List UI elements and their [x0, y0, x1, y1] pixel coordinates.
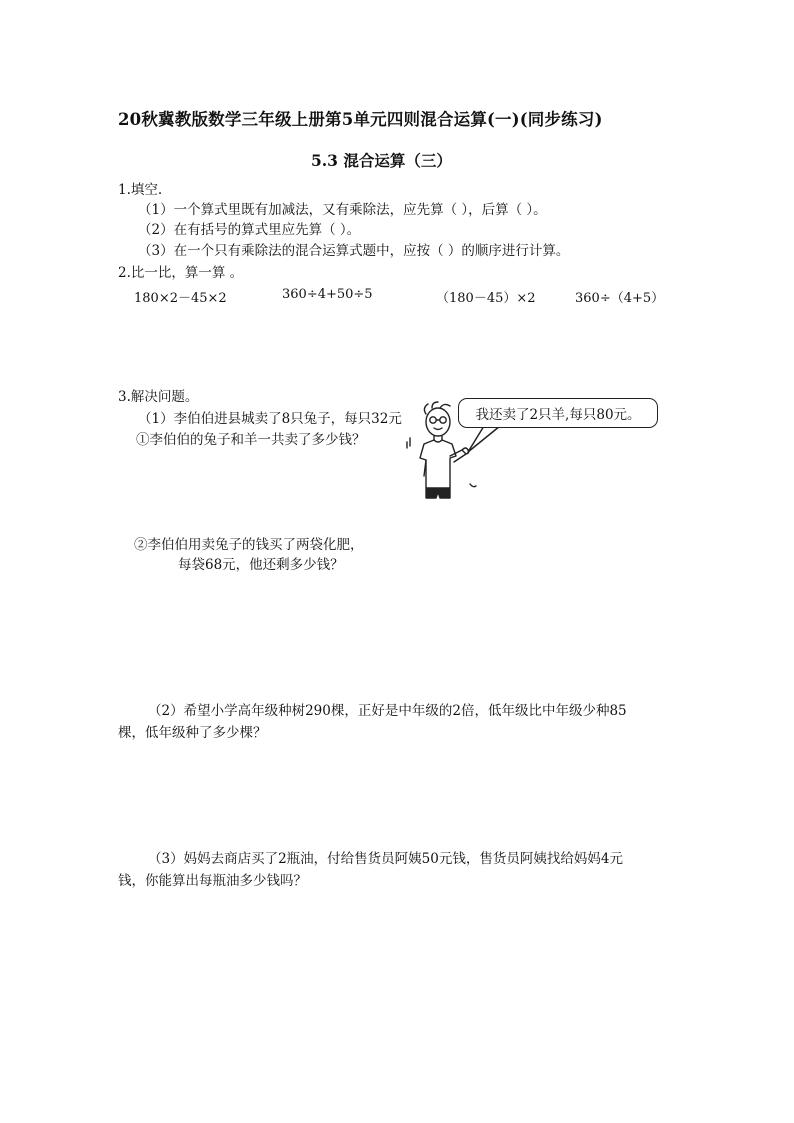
q1-item-3: （3）在一个只有乘除法的混合运算式题中，应按（ ）的顺序进行计算。: [138, 243, 570, 259]
q3-problem-1-question-2-line-1: ②李伯伯用卖兔子的钱买了两袋化肥，: [134, 537, 364, 553]
section-subtitle: 5.3 混合运算（三）: [311, 151, 452, 170]
q3-problem-2-line-1: （2）希望小学高年级种树290棵，正好是中年级的2倍，低年级比中年级少种85: [148, 703, 627, 719]
page-title: 20秋冀教版数学三年级上册第5单元四则混合运算(一)(同步练习): [118, 110, 603, 129]
q2-formula-2: 360÷4+50÷5: [282, 287, 373, 302]
q2-heading: 2.比一比，算一算 。: [118, 265, 244, 281]
q3-heading: 3.解决问题。: [118, 389, 199, 405]
q2-formula-1: 180×2－45×2: [134, 291, 227, 306]
q3-problem-2-line-2: 棵，低年级种了多少棵？: [118, 725, 267, 741]
man-illustration-icon: [404, 400, 482, 502]
q3-problem-3-line-1: （3）妈妈去商店买了2瓶油，付给售货员阿姨50元钱，售货员阿姨找给妈妈4元: [148, 851, 623, 867]
q3-problem-1-question-1: ①李伯伯的兔子和羊一共卖了多少钱？: [136, 432, 366, 448]
q3-problem-1: （1）李伯伯进县城卖了8只兔子，每只32元: [138, 411, 402, 427]
speech-bubble: [458, 398, 658, 428]
q2-formula-3: （180－45）×2: [436, 291, 536, 306]
q3-problem-1-question-2-line-2: 每袋68元，他还剩多少钱？: [178, 557, 344, 573]
q2-formula-4: 360÷（4+5）: [575, 291, 665, 306]
speech-bubble-text: 我还卖了2只羊,每只80元。: [475, 407, 641, 423]
q1-heading: 1.填空.: [118, 182, 163, 198]
q3-problem-3-line-2: 钱，你能算出每瓶油多少钱吗？: [118, 873, 307, 889]
q1-item-1: （1）一个算式里既有加减法，又有乘除法，应先算（ ），后算（ ）。: [138, 202, 547, 218]
q1-item-2: （2）在有括号的算式里应先算（ ）。: [138, 222, 361, 238]
